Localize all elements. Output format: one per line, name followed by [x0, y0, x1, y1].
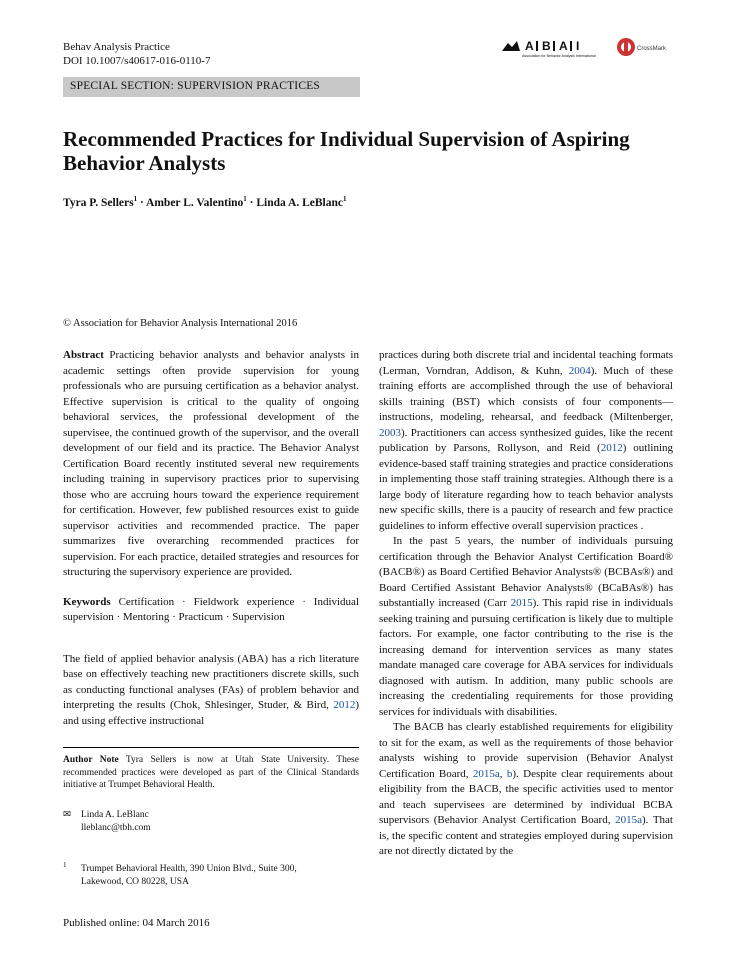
logo-letter: A	[559, 39, 568, 53]
logo-subtitle: Association for Behavior Analysis International	[522, 54, 596, 58]
logo-letter: A	[525, 39, 534, 53]
article-title: Recommended Practices for Individual Supervision of Aspiring Behavior Analysts	[63, 127, 630, 175]
author-name[interactable]: Linda A. LeBlanc	[256, 196, 343, 209]
crossmark-icon	[617, 38, 635, 56]
contact-name: Linda A. LeBlanc	[81, 810, 149, 820]
author-note-text: Tyra Sellers is now at Utah State University. These recommended practices were developed as part of the Clinical Standards initiative at Trumpet Behavioral Health.	[63, 755, 359, 790]
author-note	[63, 747, 359, 792]
body-paragraph: practices during both discrete trial and incidental teaching formats (Lerman, Vorndran, Addison, & Kuhn, 2004). Much of these training efforts are accomplished through the use of behavioral skills training (BST) which consists of four components—instructions, modeling, rehearsal, and feedback (Miltenberger, 2003). Practitioners can access synthesized guides, like the recent publication by Parsons, Rollyson, and Reid (2012) outlining evidence-based staff training strategies and practice considerations in implementing those staff training strategies. Although there is a large body of literature regarding how to teach behavior analysts new specific skills, there is a paucity of research and few practice guidelines to inform effective overall supervision practices .	[379, 349, 673, 532]
author-affiliation-marker: 1	[133, 195, 138, 203]
author-note-label: Author Note	[63, 755, 119, 765]
abai-logo	[500, 36, 675, 58]
abstract-text: Practicing behavior analysts and behavior analysts in academic settings often provide supervision for young professionals who are pursuing certification as a behavior analyst. Effective supervision is critical to the quality of ongoing behavioral services, the professional development of the supervisee, the continued growth of the supervisor, and the overall development of our field and its practice. The Behavior Analyst Certification Board recently instituted several new requirements including training in supervisory practices prior to supervising those who are accruing hours toward the experience requirement for certification. However, few published resources exist to guide supervisor activities and recommended practice. The paper summarizes five overarching recommended practices for supervision. For each practice, detailed strategies and resources for structuring the supervisory experience are provided.	[63, 349, 359, 578]
journal-name: Behav Analysis Practice	[63, 41, 170, 53]
body-paragraph: In the past 5 years, the number of individuals pursuing certification through the Behavior Analyst Certification Board® (BACB®) as Board Certified Behavior Analysts® (BCBAs®) and Board Certified Assistant Behavior Analysts® (BCaBAs®) has substantially increased (Carr 2015). This rapid rise in individuals seeking training and pursuing certification is likely due to multiple factors. For example, one factor contributing to the rise is the increasing demand for intervention services as many states mandate managed care coverage for ABA services for individuals diagnosed with autism. In addition, many public schools are increasing the credentialing requirements for those providing services for individuals with disabilities.	[379, 535, 673, 718]
intro-paragraph: The field of applied behavior analysis (ABA) has a rich literature base on effectively teaching new practitioners discrete skills, such as conducting functional analyses (FAs) of problem behavior and interpreting the results (Chok, Shlesinger, Studer, & Bird, 2012) and using effective instructional	[63, 652, 359, 727]
logo-letter: B	[542, 39, 551, 53]
affiliation	[63, 859, 297, 889]
contact-info	[63, 809, 151, 835]
citation-link[interactable]: 2004	[568, 364, 591, 377]
keywords-label: Keywords	[63, 595, 111, 608]
author-name[interactable]: Tyra P. Sellers	[63, 196, 134, 209]
section-label: SPECIAL SECTION: SUPERVISION PRACTICES	[70, 80, 321, 92]
published-date: Published online: 04 March 2016	[63, 917, 210, 929]
right-column	[379, 348, 673, 860]
body-paragraph: The BACB has clearly established requirements for eligibility to sit for the exam, as well as the requirements of those behavior analysts wishing to provide supervision (Behavior Analyst Certification Board, 2015a, b). Despite clear requirements about eligibility from the BACB, the specific activities used to mentor and teach supervisees are determined by individual BCBA supervisors (Behavior Analyst Certification Board, 2015a). That is, the specific content and strategies employed during supervision are not directly dictated by the	[379, 721, 673, 857]
crossmark-label[interactable]: CrossMark	[637, 46, 667, 52]
citation-link[interactable]: 2003	[379, 426, 401, 439]
envelope-icon: ✉	[63, 810, 71, 820]
citation-link[interactable]: b	[506, 767, 513, 780]
author-affiliation-marker: 1	[342, 195, 347, 203]
logo-mark-icon	[502, 41, 520, 51]
abstract	[63, 348, 359, 581]
citation-link[interactable]: 2012	[333, 699, 356, 711]
author-name[interactable]: Amber L. Valentino	[146, 196, 244, 209]
citation-link[interactable]: 2015	[510, 597, 533, 609]
contact-email[interactable]: lleblanc@tbh.com	[81, 823, 151, 833]
affiliation-line: Trumpet Behavioral Health, 390 Union Blvd., Suite 300,	[81, 864, 297, 875]
keywords-text: Certification · Fieldwork experience · Individual supervision · Mentoring · Practicum · Supervision	[63, 595, 359, 623]
journal-header	[63, 40, 210, 68]
logo-letter: I	[576, 39, 580, 53]
author-affiliation-marker: 1	[243, 195, 247, 203]
citation-link[interactable]: 2012	[600, 442, 623, 454]
citation-link[interactable]: 2015a	[472, 767, 500, 780]
abstract-label: Abstract	[63, 349, 104, 361]
left-column	[63, 348, 359, 729]
affiliation-marker: 1	[63, 861, 67, 869]
copyright-notice: © Association for Behavior Analysis International 2016	[63, 318, 298, 329]
author-list: Tyra P. Sellers$^1$ · Amber L. Valentino$^1$ · Linda A. LeBlanc$^1$	[63, 195, 347, 209]
affiliation-line: Lakewood, CO 80228, USA	[81, 877, 189, 888]
keywords	[63, 595, 359, 626]
citation-link[interactable]: 2015a	[615, 814, 642, 826]
doi[interactable]: DOI 10.1007/s40617-016-0110-7	[63, 55, 211, 67]
